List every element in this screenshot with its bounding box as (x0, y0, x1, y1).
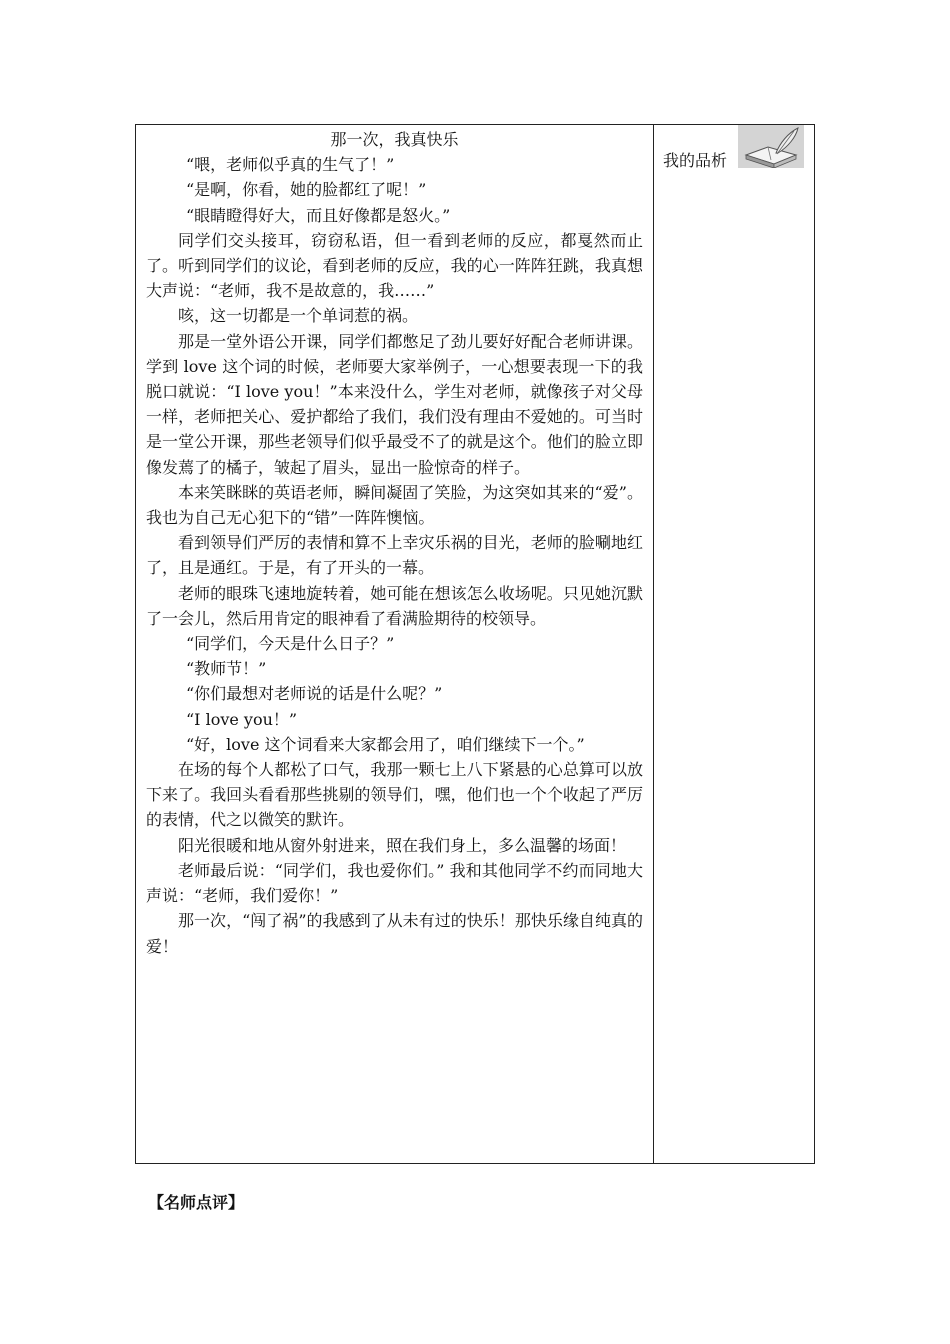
paragraph: “眼睛瞪得好大，而且好像都是怒火。” (186, 205, 451, 225)
essay-table (135, 124, 815, 1164)
column-divider (653, 125, 654, 1163)
paragraph: 本来笑眯眯的英语老师，瞬间凝固了笑脸，为这突如其来的“爱”。我也为自己无心犯下的“错”一阵阵懊恼。 (146, 482, 643, 528)
paragraph: 老师最后说：“同学们，我也爱你们。” 我和其他同学不约而同地大声说：“老师，我们爱你！” (146, 860, 643, 906)
paragraph: 阳光很暖和地从窗外射进来，照在我们身上，多么温馨的场面！ (178, 835, 627, 855)
teacher-comment-heading: 【名师点评】 (148, 1193, 245, 1212)
paragraph: 那一次，“闯了祸”的我感到了从未有过的快乐！那快乐缘自纯真的爱！ (146, 911, 643, 956)
paragraph: 咳，这一切都是一个单词惹的祸。 (178, 306, 419, 326)
paragraph: 老师的眼珠飞速地旋转着，她可能在想该怎么收场呢。只见她沉默了一会儿，然后用肯定的眼神看了看满脸期待的校领导。 (146, 583, 643, 628)
paragraph: “教师节！” (186, 659, 267, 679)
paragraph: “同学们，今天是什么日子？” (186, 634, 395, 654)
paragraph: 那是一堂外语公开课，同学们都憋足了劲儿要好好配合老师讲课。学到 love 这个词的时候，老师要大家举例子，一心想要表现一下的我脱口就说：“I love you！”本来没什么，学生对老师，就像孩子对父母一样，老师把关心、爱护都给了我们，我们没有理由不爱她的。可当时是一堂公开课，那些老领导们似乎最受不了的就是这个。他们的脸立即像发蔫了的橘子，皱起了眉头，显出一脸惊奇的样子。 (146, 331, 643, 477)
essay-column (146, 127, 643, 959)
analysis-label: 我的品析 (663, 151, 728, 170)
paragraph: “I love you！” (186, 709, 298, 729)
book-quill-icon (738, 125, 804, 168)
paragraph: “是啊，你看，她的脸都红了呢！” (186, 180, 427, 200)
paragraph: 同学们交头接耳，窃窃私语，但一看到老师的反应，都戛然而止了。听到同学们的议论，看到老师的反应，我的心一阵阵狂跳，我真想大声说：“老师，我不是故意的，我……” (146, 230, 643, 301)
paragraph: 在场的每个人都松了口气，我那一颗七上八下紧悬的心总算可以放下来了。我回头看看那些挑剔的领导们，嘿，他们也一个个收起了严厉的表情，代之以微笑的默许。 (146, 760, 643, 830)
essay-title: 那一次，我真快乐 (330, 130, 459, 149)
paragraph: 看到领导们严厉的表情和算不上幸灾乐祸的目光，老师的脸唰地红了，且是通红。于是，有了开头的一幕。 (146, 533, 643, 578)
paragraph: “喂，老师似乎真的生气了！” (186, 155, 395, 175)
paragraph: “好，love 这个词看来大家都会用了，咱们继续下一个。” (186, 734, 585, 754)
paragraph: “你们最想对老师说的话是什么呢？” (186, 684, 443, 704)
